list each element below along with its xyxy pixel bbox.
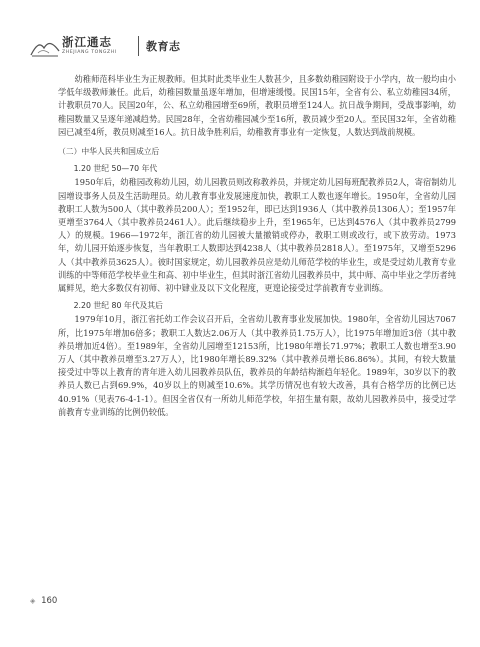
footer-mark-icon: ◈ — [30, 597, 36, 605]
header-divider — [138, 36, 139, 56]
subsection-heading-2: 2.20 世纪 80 年代及其后 — [73, 301, 163, 311]
logo-chinese-title: 浙江通志 — [62, 35, 112, 49]
book-logo — [30, 32, 134, 60]
paragraph-2: 1950年后，幼稚园改称幼儿园，幼儿园教员则改称教养员，并规定幼儿园每班配教养员2人，寄宿制幼儿园增设事务人员及生活助理员。幼儿教育事业发展速度加快，教职工人数也逐年增长。1950年，全省幼儿园教职工人数为500人（其中教养员200人）；至1952年，即已达到1936人（其中教养员1306人）；至1957年更增至3764人（其中教养员2461人）。此后继续稳步上升，至1965年，已达到4576人（其中教养员2799人）的规模。1966—1972年，浙江省的幼儿园被大量撤销或停办，教职工则或改行，或下放劳动。1973年，幼儿园开始逐步恢复，当年教职工人数即达到4238人（其中教养员2818人）。至1975年，又增至5296人（其中教养员3625人）。彼时国家规定，幼儿园教养员应是幼儿师范学校的毕业生，或是受过幼儿教育专业训练的中等师范学校毕业生和高、初中毕业生，但其时浙江省幼儿园教养员中，其中师、高中毕业之学历者纯属鲜见，绝大多数仅有初师、初中肄业及以下文化程度，更遑论接受过学前教育专业训练。 — [58, 177, 456, 294]
paragraph-1: 幼稚师范科毕业生为正规教师。但其时此类毕业生人数甚少，且多数幼稚园附设于小学内，故一般均由小学低年级教师兼任。此后，幼稚园数量虽逐年增加，但增速缓慢。民国15年，全省有公、私立幼稚园34所，计教职员70人。民国20年，公、私立幼稚园增至69所，教职员增至124人。抗日战争期间，受战事影响，幼稚园数量又呈逐年递减趋势。民国28年，全省幼稚园减少至16所，教员减少至20人。至民国32年，全省幼稚园已减至4所，教员则减至16人。抗日战争胜利后，幼稚教育事业有一定恢复，人数达到战前规模。 — [58, 74, 456, 137]
section-heading: （二）中华人民共和国成立后 — [58, 147, 160, 157]
subsection-heading-1: 1.20 世纪 50—70 年代 — [73, 164, 158, 174]
page-number: 160 — [41, 596, 58, 606]
section-title: 教育志 — [146, 40, 181, 53]
landscape-logo-icon — [30, 36, 60, 58]
page-header — [30, 30, 450, 70]
page-body — [58, 73, 456, 419]
page-footer — [30, 596, 57, 610]
logo-english-title: ZHEJIANG TONGZHI — [62, 50, 117, 55]
paragraph-3: 1979年10月，浙江省托幼工作会议召开后，全省幼儿教育事业发展加快。1980年，全省幼儿园达7067所，比1975年增加6倍多；教职工人数达2.06万人（其中教养员1.75万人），比1975年增加近3倍（其中教养员增加近4倍）。至1989年，全省幼儿园增至12153所，比1980年增长71.97%；教职工人数也增至3.90万人（其中教养员增至3.27万人），比1980年增长89.32%（其中教养员增长86.86%）。其间，有较大数量接受过中等以上教育的青年进入幼儿园教养员队伍，教养员的年龄结构渐趋年轻化。1989年，30岁以下的教养员人数已占到69.9%，40岁以上的则减至10.6%。其学历情况也有较大改善，具有合格学历的比例已达40.91%（见表76-4-1-1）。但因全省仅有一所幼儿师范学校，年招生量有限，故幼儿园教养员中，接受过学前教育专业训练的比例仍较低。 — [58, 314, 456, 417]
